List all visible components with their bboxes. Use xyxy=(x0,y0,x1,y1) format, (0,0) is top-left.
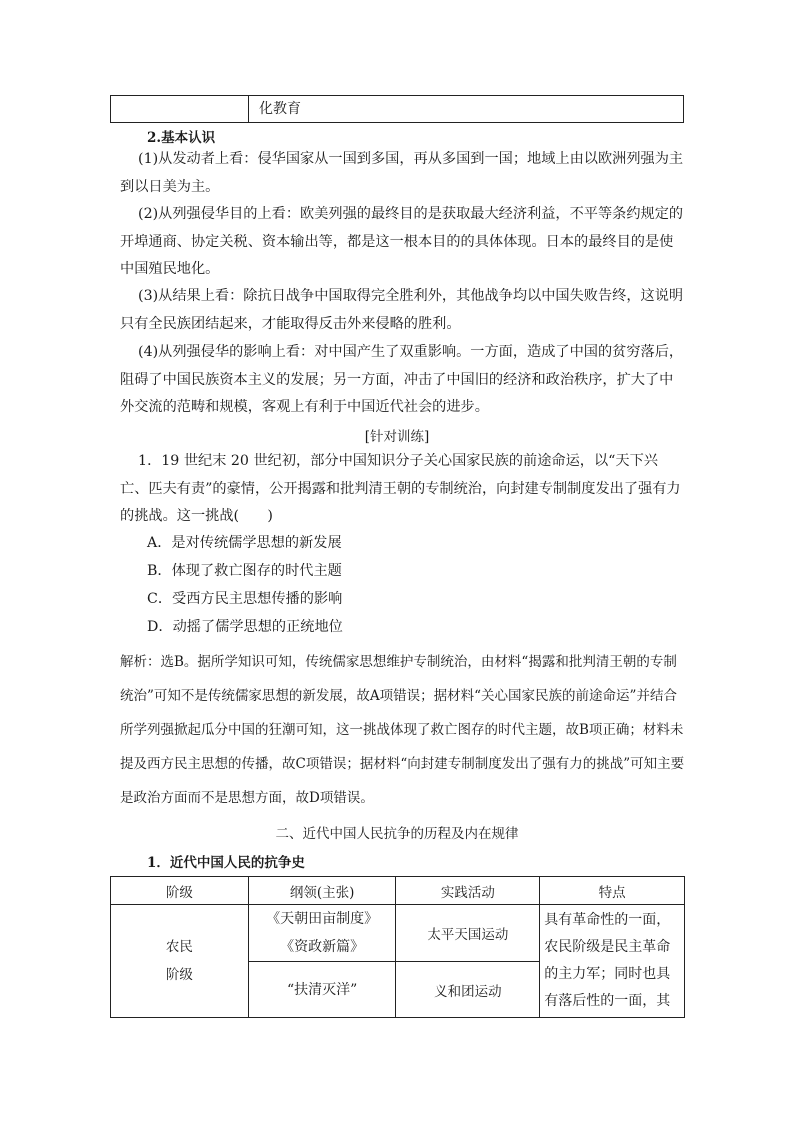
feature-cell: 具有革命性的一面，农民阶级是民主革命的主力军；同时也具有落后性的一面，其 xyxy=(540,905,685,1018)
class-name: 阶级 xyxy=(165,967,193,983)
paragraph: (4)从列强侵华的影响上看：对中国产生了双重影响。一方面，造成了中国的贫穷落后，阻碍了中国民族资本主义的发展；另一方面，冲击了中国旧的经济和政治秩序，扩大了中外交流的范畴和规模，客观上有利于中国近代社会的进步。 xyxy=(120,344,684,415)
activity-cell: 义和团运动 xyxy=(396,962,540,1018)
option-a: A．是对传统儒学思想的新发展 xyxy=(147,535,342,551)
struggle-history-table xyxy=(110,876,685,1018)
paragraph: (1)从发动者上看：侵华国家从一国到多国，再从多国到一国；地域上由以欧洲列强为主到以日美为主。 xyxy=(120,151,684,195)
continued-table xyxy=(110,95,684,123)
option-b: B．体现了救亡图存的时代主题 xyxy=(147,563,342,579)
header-cell: 特点 xyxy=(540,877,685,905)
table-header-row xyxy=(111,877,685,905)
practice-label: [针对训练] xyxy=(364,429,430,445)
program-item: 《资政新篇》 xyxy=(280,939,365,955)
class-cell xyxy=(111,905,249,1018)
header-cell: 阶级 xyxy=(111,877,249,905)
section-heading: 2.基本认识 xyxy=(147,130,216,146)
table-row xyxy=(111,905,685,962)
table-cell xyxy=(111,96,249,122)
program-cell: “扶清灭洋” xyxy=(248,962,396,1018)
program-cell xyxy=(248,905,396,962)
option-d: D．动摇了儒学思想的正统地位 xyxy=(147,619,343,635)
subsection-heading: 1．近代中国人民的抗争史 xyxy=(147,855,305,871)
section-title: 二、近代中国人民抗争的历程及内在规律 xyxy=(275,826,519,842)
option-c: C．受西方民主思想传播的影响 xyxy=(147,591,343,607)
program-item: 《天朝田亩制度》 xyxy=(266,911,379,927)
paragraph: (2)从列强侵华目的上看：欧美列强的最终目的是获取最大经济利益，不平等条约规定的开埠通商、协定关税、资本输出等，都是这一根本目的的具体体现。日本的最终目的是使中国殖民地化。 xyxy=(120,206,684,277)
class-name: 农民 xyxy=(165,939,193,955)
analysis-text: 解析：选B。据所学知识可知，传统儒家思想维护专制统治，由材料“揭露和批判清王朝的专制统治”可知不是传统儒家思想的新发展，故A项错误；据材料“关心国家民族的前途命运”并结合所学列强掀起瓜分中国的狂潮可知，这一挑战体现了救亡图存的时代主题，故B项正确；材料未提及西方民主思想的传播，故C项错误；据材料“向封建专制制度发出了强有力的挑战”可知主要是政治方面而不是思想方面，故D项错误。 xyxy=(120,654,685,806)
table-cell: 化教育 xyxy=(259,101,301,117)
header-cell: 纲领(主张) xyxy=(248,877,396,905)
header-cell: 实践活动 xyxy=(396,877,540,905)
activity-cell: 太平天国运动 xyxy=(396,905,540,962)
paragraph: (3)从结果上看：除抗日战争中国取得完全胜利外，其他战争均以中国失败告终，这说明只有全民族团结起来，才能取得反击外来侵略的胜利。 xyxy=(120,288,684,332)
question-text: 1．19 世纪末 20 世纪初，部分中国知识分子关心国家民族的前途命运，以“天下兴亡、匹夫有责”的豪情，公开揭露和批判清王朝的专制统治，向封建专制制度发出了强有力的挑战。这一挑战( ) xyxy=(120,453,681,524)
